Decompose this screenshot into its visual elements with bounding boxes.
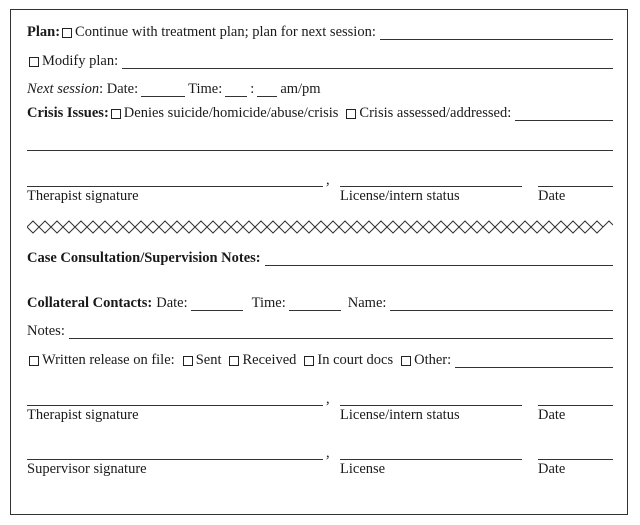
sent-text: Sent: [195, 352, 222, 368]
signature-comma: ,: [326, 391, 330, 407]
license-status-2[interactable]: [340, 405, 522, 424]
collateral-notes-label: Notes:: [27, 323, 65, 339]
modify-plan-field[interactable]: [122, 56, 613, 69]
received-text: Received: [242, 352, 297, 368]
next-session-plan-field[interactable]: [380, 27, 613, 40]
next-session-date-label: : Date:: [99, 81, 139, 97]
collateral-notes-field[interactable]: [69, 326, 613, 339]
license-label: License: [340, 461, 386, 477]
signature-comma: ,: [326, 445, 330, 461]
date-2[interactable]: [538, 405, 613, 424]
release-row: [27, 352, 613, 368]
other-field[interactable]: [455, 355, 613, 368]
supervisor-signature[interactable]: [27, 459, 323, 478]
denies-text: Denies suicide/homicide/abuse/crisis: [123, 105, 339, 121]
continue-checkbox[interactable]: [62, 28, 72, 38]
license-status-label: License/intern status: [340, 407, 460, 423]
next-session-row: [27, 81, 613, 97]
next-session-time-label: Time:: [188, 81, 223, 97]
collateral-name-label: Name:: [347, 295, 387, 311]
collateral-date-label: Date:: [156, 295, 188, 311]
collateral-label: Collateral Contacts:: [27, 295, 153, 311]
modify-text: Modify plan:: [42, 53, 119, 69]
consultation-notes-field[interactable]: [265, 253, 613, 266]
signature-comma: ,: [326, 172, 330, 188]
court-docs-checkbox[interactable]: [304, 356, 314, 366]
plan-label: Plan:: [27, 24, 61, 40]
written-release-text: Written release on file:: [42, 352, 175, 368]
crisis-row: [27, 105, 613, 121]
next-session-date-field[interactable]: [141, 84, 185, 97]
diamond-divider: [27, 220, 613, 234]
date-3[interactable]: [538, 459, 613, 478]
supervisor-signature-label: Supervisor signature: [27, 461, 147, 477]
date-1[interactable]: [538, 186, 613, 205]
ampm-text: am/pm: [280, 81, 321, 97]
consultation-label: Case Consultation/Supervision Notes:: [27, 250, 261, 266]
therapist-signature-2[interactable]: [27, 405, 323, 424]
crisis-assessed-field[interactable]: [515, 108, 613, 121]
time-colon: :: [250, 81, 255, 97]
license-3[interactable]: [340, 459, 522, 478]
received-checkbox[interactable]: [229, 356, 239, 366]
modify-row: [27, 53, 613, 69]
plan-row: [27, 24, 613, 40]
therapist-signature-1[interactable]: [27, 186, 323, 205]
assessed-text: Crisis assessed/addressed:: [359, 105, 512, 121]
next-session-hour-field[interactable]: [225, 84, 247, 97]
date-label: Date: [538, 407, 566, 423]
license-status-label: License/intern status: [340, 188, 460, 204]
next-session-minute-field[interactable]: [257, 84, 277, 97]
collateral-name-field[interactable]: [390, 298, 613, 311]
court-docs-text: In court docs: [317, 352, 394, 368]
date-label: Date: [538, 188, 566, 204]
other-text: Other:: [414, 352, 452, 368]
next-session-label: Next session: [27, 81, 100, 97]
other-checkbox[interactable]: [401, 356, 411, 366]
consultation-row: [27, 250, 613, 266]
therapist-signature-label: Therapist signature: [27, 407, 139, 423]
collateral-date-field[interactable]: [191, 298, 243, 311]
continue-text: Continue with treatment plan; plan for next session:: [75, 24, 376, 40]
denies-checkbox[interactable]: [111, 109, 121, 119]
collateral-time-field[interactable]: [289, 298, 341, 311]
date-label: Date: [538, 461, 566, 477]
collateral-row: [27, 295, 613, 311]
assessed-checkbox[interactable]: [346, 109, 356, 119]
therapist-signature-label: Therapist signature: [27, 188, 139, 204]
crisis-notes-line[interactable]: [27, 150, 613, 151]
modify-checkbox[interactable]: [29, 57, 39, 67]
sent-checkbox[interactable]: [183, 356, 193, 366]
collateral-notes-row: [27, 323, 613, 339]
license-status-1[interactable]: [340, 186, 522, 205]
collateral-time-label: Time:: [251, 295, 286, 311]
crisis-label: Crisis Issues:: [27, 105, 109, 121]
written-release-checkbox[interactable]: [29, 356, 39, 366]
